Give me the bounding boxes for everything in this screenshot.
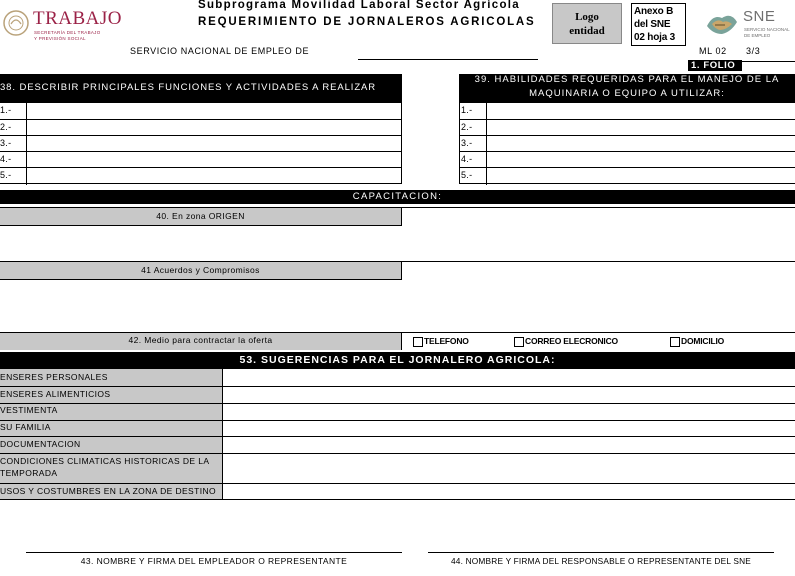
form-code: ML 02 bbox=[699, 46, 727, 56]
acuerdos-label: 41 Acuerdos y Compromisos bbox=[0, 262, 402, 280]
skills-table bbox=[459, 102, 795, 184]
functions-row-3: 3.- bbox=[0, 138, 12, 148]
anexo-line1: Anexo B bbox=[634, 6, 674, 17]
program-title: Subprograma Movilidad Laboral Sector Agrícola bbox=[198, 0, 520, 11]
form-title: REQUERIMIENTO DE JORNALEROS AGRICOLAS bbox=[198, 16, 536, 28]
sne-signature-line[interactable] bbox=[428, 552, 774, 553]
handshake-icon bbox=[705, 8, 739, 38]
skills-row-2: 2.- bbox=[461, 122, 473, 132]
sne-logo-sub2: DE EMPLEO bbox=[744, 33, 771, 38]
logo-entidad-text: Logo entidad bbox=[569, 11, 605, 37]
option-domicilio[interactable] bbox=[670, 336, 724, 347]
sugerencias-table bbox=[0, 369, 795, 500]
functions-row-4: 4.- bbox=[0, 154, 12, 164]
sugerencia-documentacion: DOCUMENTACION bbox=[0, 439, 81, 449]
sugerencia-input-5[interactable] bbox=[223, 437, 795, 453]
sugerencia-usos-costumbres: USOS Y COSTUMBRES EN LA ZONA DE DESTINO bbox=[0, 486, 217, 496]
sugerencia-input-3[interactable] bbox=[223, 404, 795, 420]
sugerencia-input-7[interactable] bbox=[223, 484, 795, 499]
correo-checkbox[interactable] bbox=[514, 337, 524, 347]
functions-header: 38. DESCRIBIR PRINCIPALES FUNCIONES Y ACTIVIDADES A REALIZAR bbox=[0, 74, 402, 102]
sne-logo-text: SNE bbox=[743, 8, 776, 25]
skills-row-1: 1.- bbox=[461, 105, 473, 115]
origen-field[interactable] bbox=[0, 227, 795, 257]
coat-of-arms-icon bbox=[2, 8, 30, 38]
sugerencia-input-4[interactable] bbox=[223, 421, 795, 436]
sne-signature-label: 44. NOMBRE Y FIRMA DEL RESPONSABLE O REPRESENTANTE DEL SNE bbox=[450, 556, 752, 566]
service-field-line[interactable] bbox=[358, 59, 538, 60]
sugerencia-input-6[interactable] bbox=[223, 454, 795, 483]
acuerdos-field[interactable] bbox=[0, 281, 795, 331]
skills-row-5: 5.- bbox=[461, 170, 473, 180]
skills-input-3[interactable] bbox=[487, 136, 795, 151]
sne-logo bbox=[705, 6, 793, 42]
trabajo-logo bbox=[2, 6, 123, 42]
skills-row-4: 4.- bbox=[461, 154, 473, 164]
telefono-checkbox[interactable] bbox=[413, 337, 423, 347]
folio-label: 1. FOLIO bbox=[688, 60, 742, 71]
employer-signature-line[interactable] bbox=[26, 552, 402, 553]
trabajo-logo-sub1: SECRETARÍA DEL TRABAJO bbox=[34, 30, 101, 35]
sugerencia-input-2[interactable] bbox=[223, 387, 795, 403]
sugerencia-input-1[interactable] bbox=[223, 369, 795, 386]
functions-table bbox=[0, 102, 402, 184]
skills-header-line1: 39. HABILIDADES REQUERIDAS PARA EL MANEJO DE LA bbox=[474, 74, 780, 85]
functions-input-1[interactable] bbox=[27, 103, 401, 119]
option-telefono[interactable] bbox=[413, 336, 469, 347]
telefono-label: TELEFONO bbox=[424, 336, 469, 346]
employer-signature-label: 43. NOMBRE Y FIRMA DEL EMPLEADOR O REPRESENTANTE bbox=[80, 556, 348, 566]
anexo-box bbox=[631, 3, 686, 46]
functions-input-2[interactable] bbox=[27, 120, 401, 135]
functions-row-5: 5.- bbox=[0, 170, 12, 180]
medio-label: 42. Medio para contractar la oferta bbox=[0, 333, 402, 350]
page-number: 3/3 bbox=[746, 46, 761, 56]
domicilio-checkbox[interactable] bbox=[670, 337, 680, 347]
sugerencia-vestimenta: VESTIMENTA bbox=[0, 405, 58, 415]
sne-logo-sub1: SERVICIO NACIONAL bbox=[744, 27, 790, 32]
functions-input-5[interactable] bbox=[27, 168, 401, 184]
capacitacion-header: CAPACITACION: bbox=[0, 190, 795, 204]
skills-header-line2: MAQUINARIA O EQUIPO A UTILIZAR: bbox=[529, 88, 725, 99]
folio-field-line[interactable] bbox=[742, 61, 795, 62]
functions-row-2: 2.- bbox=[0, 122, 12, 132]
sugerencia-condiciones-climaticas: CONDICIONES CLIMATICAS HISTORICAS DE LA bbox=[0, 456, 210, 466]
trabajo-logo-sub2: Y PREVISIÓN SOCIAL bbox=[34, 36, 86, 41]
sugerencias-header: 53. SUGERENCIAS PARA EL JORNALERO AGRICOLA: bbox=[0, 352, 795, 369]
skills-input-5[interactable] bbox=[487, 168, 795, 184]
trabajo-logo-text: TRABAJO bbox=[33, 8, 123, 29]
skills-input-1[interactable] bbox=[487, 103, 795, 119]
functions-input-3[interactable] bbox=[27, 136, 401, 151]
sugerencia-temporada: TEMPORADA bbox=[0, 468, 58, 478]
logo-entidad-box bbox=[552, 3, 622, 44]
anexo-line3: 02 hoja 3 bbox=[634, 32, 675, 43]
skills-header bbox=[459, 74, 795, 102]
skills-row-3: 3.- bbox=[461, 138, 473, 148]
service-label: SERVICIO NACIONAL DE EMPLEO DE bbox=[130, 46, 310, 56]
skills-input-2[interactable] bbox=[487, 120, 795, 135]
domicilio-label: DOMICILIO bbox=[681, 336, 725, 346]
sugerencia-enseres-alimenticios: ENSERES ALIMENTICIOS bbox=[0, 389, 111, 399]
origen-label: 40. En zona ORIGEN bbox=[0, 208, 402, 226]
skills-input-4[interactable] bbox=[487, 152, 795, 167]
functions-input-4[interactable] bbox=[27, 152, 401, 167]
anexo-line2: del SNE bbox=[634, 19, 671, 30]
functions-row-1: 1.- bbox=[0, 105, 12, 115]
option-correo[interactable] bbox=[514, 336, 618, 347]
sugerencia-su-familia: SU FAMILIA bbox=[0, 422, 51, 432]
correo-label: CORREO ELECRONICO bbox=[525, 336, 618, 346]
sugerencia-enseres-personales: ENSERES PERSONALES bbox=[0, 372, 108, 382]
